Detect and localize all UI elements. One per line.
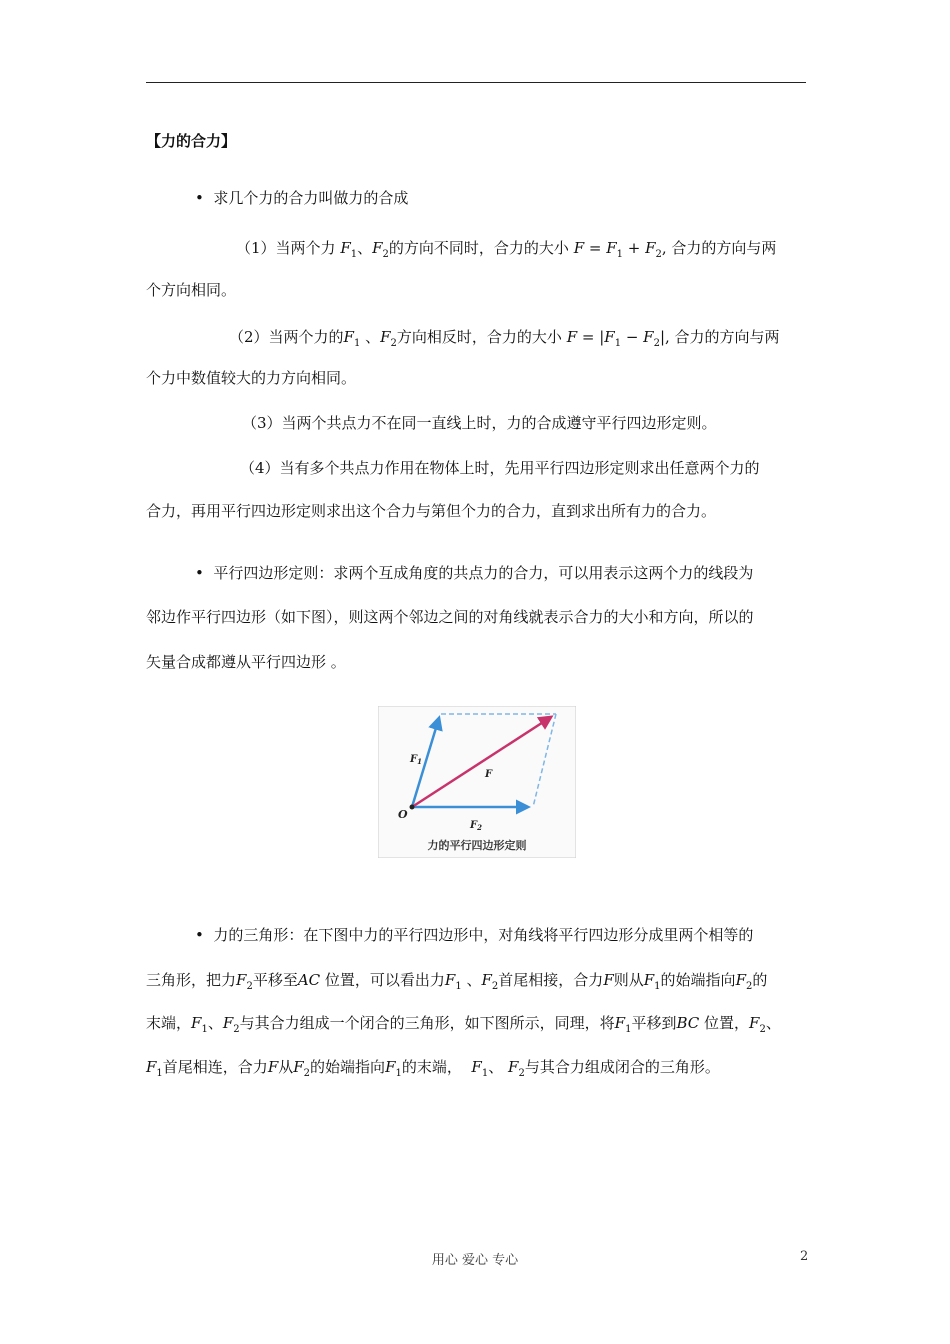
parallelogram-figure	[378, 706, 576, 858]
b3-l2-f: 则从	[613, 971, 644, 989]
section-heading: 【力的合力】	[146, 132, 237, 150]
math-f2: $F_2$	[735, 971, 753, 992]
item-2-sep: 、	[360, 328, 381, 346]
bullet-3-text-1: 力的三角形：在下图中力的平行四边形中，对角线将平行四边形分成里两个相等的	[213, 926, 754, 944]
b3-l3-c: 与其合力组成一个闭合的三角形，如下图所示，同理，将	[239, 1014, 615, 1032]
math-f: F	[267, 1058, 279, 1076]
math-f: F	[603, 971, 614, 989]
b3-l4-b: 从	[278, 1058, 294, 1076]
figure-frame	[378, 706, 576, 858]
math-f2: $F_2$	[380, 328, 397, 349]
item-2-line-2: 个力中数值较大的力方向相同。	[146, 369, 357, 387]
math-f2: $F_2$	[222, 1014, 240, 1035]
b3-l3-b: 、	[207, 1014, 223, 1032]
bullet-2-line-2: 邻边作平行四边形（如下图），则这两个邻边之间的对角线就表示合力的大小和方向，所以的	[146, 608, 754, 626]
origin-point	[410, 805, 415, 810]
item-1-text-b: 的方向不同时，合力的大小	[388, 239, 574, 257]
math-f2: $F_2$	[293, 1058, 311, 1079]
item-1-line-1	[236, 238, 898, 265]
math-f2: $F_2$	[372, 239, 389, 260]
bullet-dot: •	[195, 926, 214, 944]
header-rule	[146, 82, 806, 83]
item-1-sep: 、	[357, 239, 373, 257]
b3-l4-a: 首尾相连，合力	[162, 1058, 268, 1076]
b3-l2-b: 平移至	[252, 971, 298, 989]
item-3: （3）当两个共点力不在同一直线上时，力的合成遵守平行四边形定则。	[242, 414, 717, 432]
math-f1: $F_1$	[643, 971, 661, 992]
math-f1: $F_1$	[614, 1014, 632, 1035]
bullet-2-line-1	[195, 563, 857, 583]
b3-l3-e: 位置，	[699, 1014, 750, 1032]
b3-l4-e: 、	[488, 1058, 504, 1076]
bullet-1-text: 求几个力的合力叫做力的合成	[213, 189, 409, 207]
b3-l2-e: 首尾相接，合力	[498, 971, 604, 989]
label-o: O	[398, 808, 408, 821]
b3-l2-h: 的	[752, 971, 768, 989]
b3-l4-f: 与其合力组成闭合的三角形。	[524, 1058, 720, 1076]
item-2-text-b: 方向相反时，合力的大小	[396, 328, 567, 346]
math-f2: $F_2$	[481, 971, 499, 992]
math-f1: $F_1$	[146, 1058, 163, 1079]
page-number: 2	[800, 1249, 809, 1264]
b3-l2-c: 位置，可以看出力	[320, 971, 445, 989]
item-4-line-2: 合力，再用平行四边形定则求出这个合力与第但个力的合力，直到求出所有力的合力。	[146, 502, 717, 520]
b3-l2-d: 、	[461, 971, 482, 989]
label-f2: $F_2$	[470, 820, 482, 832]
item-1-line-2: 个方向相同。	[146, 281, 237, 299]
item-2-text-a: （2）当两个力的	[229, 328, 344, 346]
bullet-dot: •	[195, 189, 214, 207]
b3-l4-c: 的始端指向	[310, 1058, 386, 1076]
math-ac: AC	[297, 971, 321, 989]
math-f1: $F_1$	[191, 1014, 208, 1035]
math-diff-equation: $F = |F_1 - F_2|$	[566, 328, 666, 349]
math-f1: $F_1$	[343, 328, 361, 349]
bullet-3-line-2	[146, 970, 808, 997]
b3-l3-a: 末端，	[146, 1014, 192, 1032]
item-1-text-c: , 合力的方向与两	[661, 239, 777, 257]
b3-l2-g: 的始端指向	[660, 971, 736, 989]
label-f: F	[485, 769, 493, 780]
math-sum-equation: $F = F_1 + F_2$	[573, 239, 662, 260]
item-2-text-c: , 合力的方向与两	[665, 328, 780, 346]
label-f1: $F_1$	[410, 754, 422, 766]
math-f2: $F_2$	[236, 971, 253, 992]
b3-l3-f: 、	[765, 1014, 781, 1032]
bullet-2-line-3: 矢量合成都遵从平行四边形 。	[146, 653, 346, 671]
parallelogram-diagram	[378, 706, 576, 858]
math-f1: $F_1$	[444, 971, 462, 992]
b3-l2-a: 三角形，把力	[146, 971, 237, 989]
bullet-3-line-3	[146, 1013, 808, 1040]
math-f1: $F_1$	[385, 1058, 402, 1079]
math-f1: $F_1$	[471, 1058, 489, 1079]
math-f2: $F_2$	[749, 1014, 766, 1035]
item-4-line-1: （4）当有多个共点力作用在物体上时，先用平行四边形定则求出任意两个力的	[240, 459, 760, 477]
bullet-1	[195, 188, 857, 208]
item-1-text-a: （1）当两个力	[236, 239, 341, 257]
math-f2: $F_2$	[508, 1058, 525, 1079]
page-footer: 用心 爱心 专心	[431, 1253, 519, 1268]
figure-caption: 力的平行四边形定则	[427, 839, 527, 852]
math-bc: BC	[676, 1014, 700, 1032]
math-f1: $F_1$	[340, 239, 358, 260]
bullet-3-line-1	[195, 925, 857, 945]
bullet-2-text-1: 平行四边形定则：求两个互成角度的共点力的合力，可以用表示这两个力的线段为	[213, 564, 754, 582]
bullet-dot: •	[195, 564, 214, 582]
b3-l3-d: 平移到	[631, 1014, 677, 1032]
b3-l4-d: 的末端，	[401, 1058, 462, 1076]
item-2-line-1	[229, 327, 891, 354]
bullet-3-line-4	[146, 1057, 808, 1084]
